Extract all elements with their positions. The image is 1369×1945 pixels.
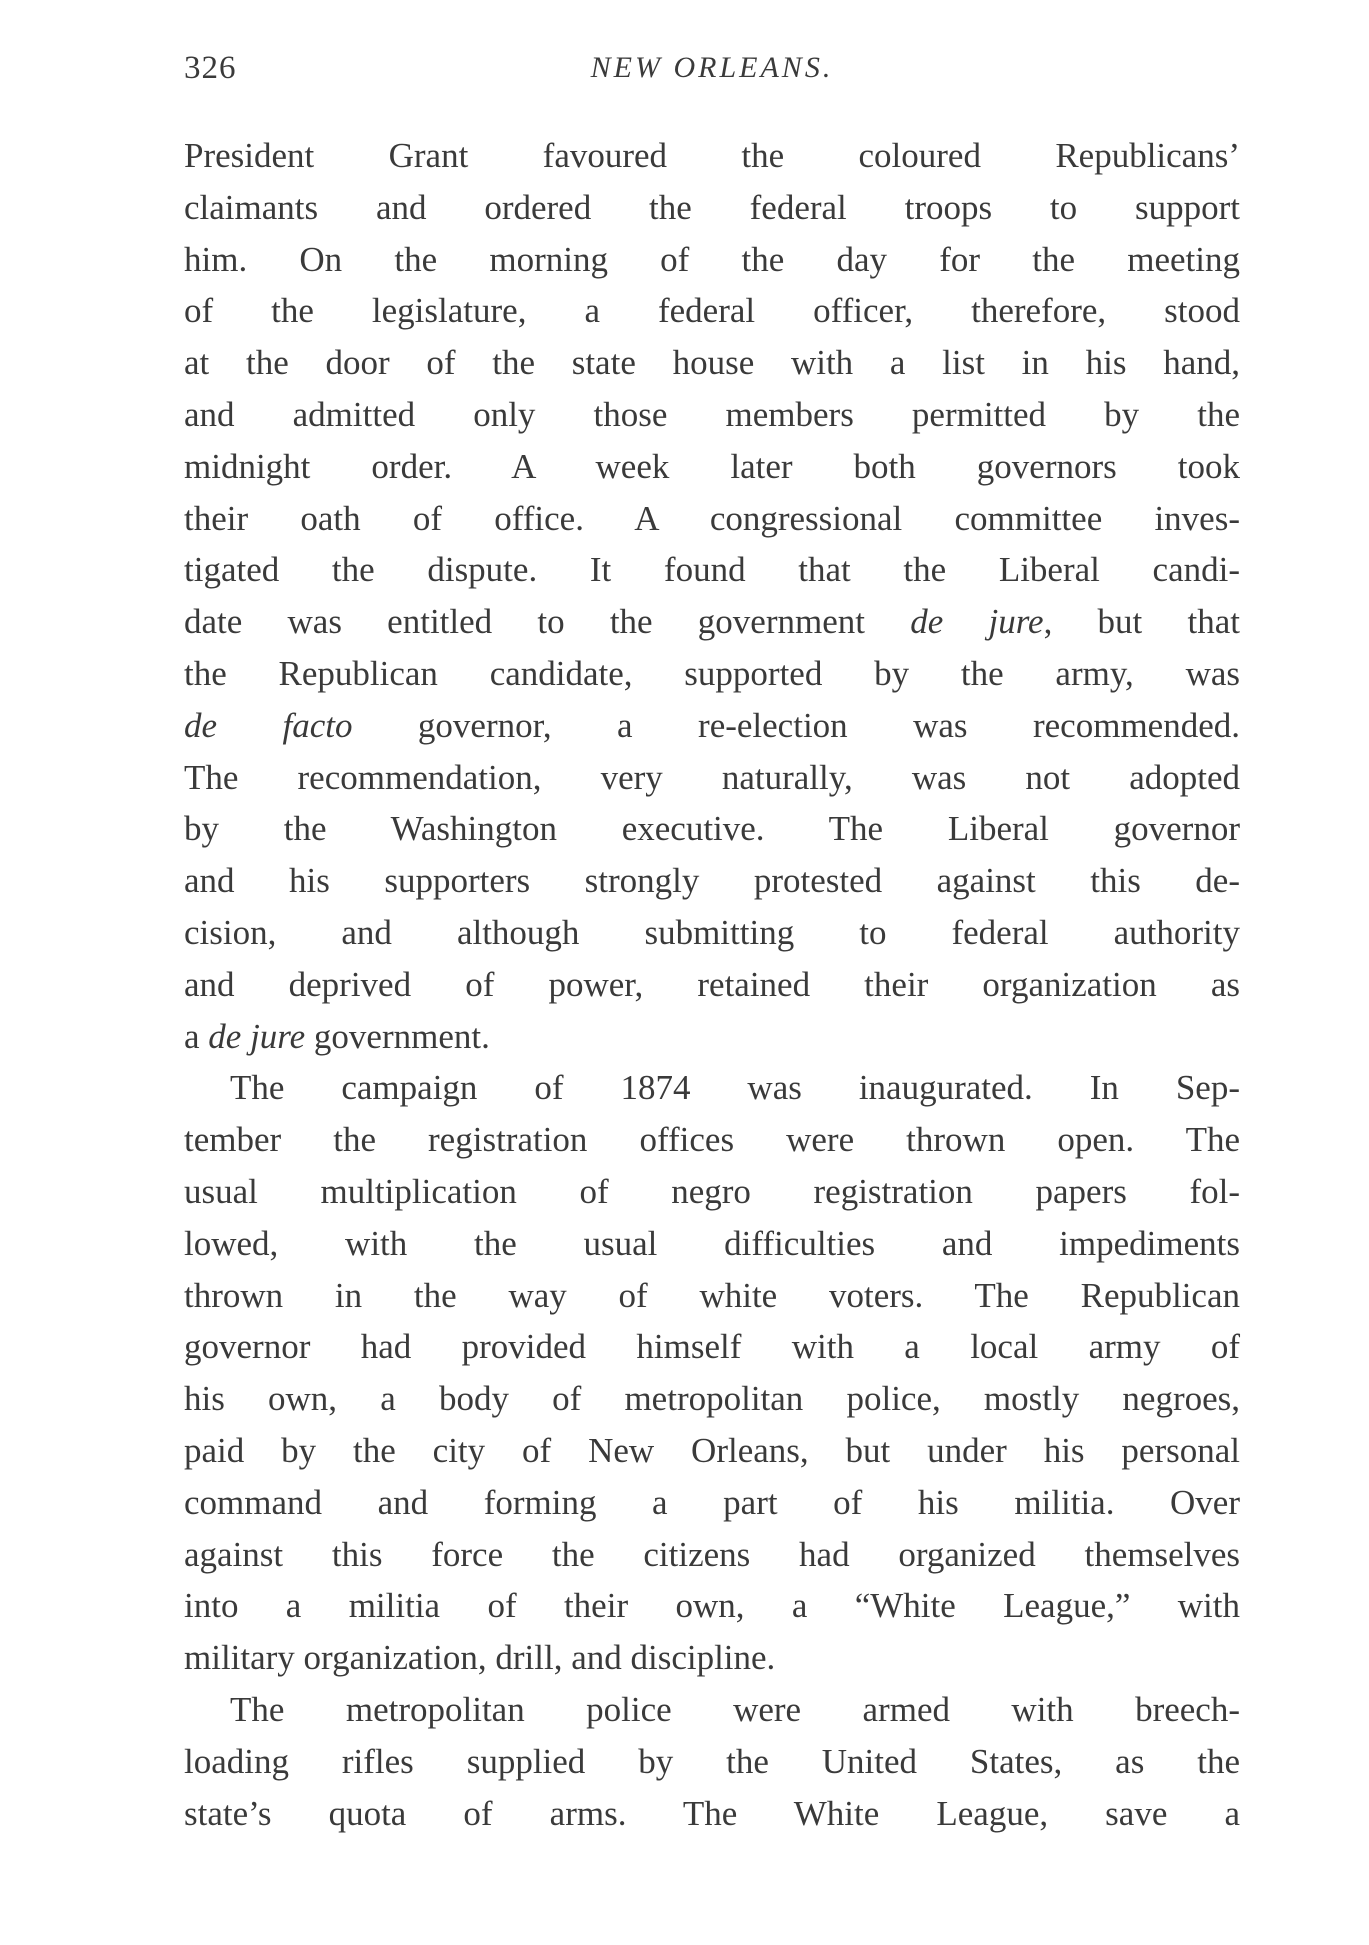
text-segment: of the legislature, a federal officer, therefore, stood bbox=[184, 291, 1240, 331]
text-segment: by the Washington executive. The Liberal governor bbox=[184, 809, 1240, 849]
text-segment: loading rifles supplied by the United States, as the bbox=[184, 1741, 1240, 1781]
text-line bbox=[184, 389, 1240, 441]
page-header bbox=[184, 48, 1240, 88]
text-segment: a bbox=[184, 1016, 209, 1056]
text-segment: date was entitled to the government bbox=[184, 602, 911, 642]
text-line bbox=[184, 803, 1240, 855]
text-segment: and deprived of power, retained their organization as bbox=[184, 964, 1240, 1004]
text-segment: The recommendation, very naturally, was not adopted bbox=[184, 757, 1240, 797]
text-segment: against this force the citizens had organized themselves bbox=[184, 1534, 1240, 1574]
text-segment: and his supporters strongly protested against this de- bbox=[184, 861, 1240, 901]
text-line bbox=[184, 1477, 1240, 1529]
text-line bbox=[184, 648, 1240, 700]
text-line bbox=[184, 1114, 1240, 1166]
text-segment: , but that bbox=[1043, 602, 1240, 642]
text-segment: his own, a body of metropolitan police, mostly negroes, bbox=[184, 1379, 1240, 1419]
text-line bbox=[184, 493, 1240, 545]
text-line bbox=[184, 1529, 1240, 1581]
text-segment: their oath of office. A congressional committee inves- bbox=[184, 498, 1240, 538]
italic-phrase: de jure bbox=[208, 1016, 306, 1056]
text-line bbox=[184, 1788, 1240, 1840]
text-segment: and admitted only those members permitted by the bbox=[184, 394, 1240, 434]
text-segment: government. bbox=[305, 1016, 490, 1056]
text-segment: midnight order. A week later both governors took bbox=[184, 446, 1240, 486]
text-line bbox=[184, 182, 1240, 234]
text-line bbox=[184, 1011, 1240, 1063]
text-segment: claimants and ordered the federal troops to support bbox=[184, 187, 1240, 227]
page-number: 326 bbox=[184, 50, 237, 86]
text-line bbox=[184, 441, 1240, 493]
text-line bbox=[184, 1062, 1240, 1114]
text-segment: thrown in the way of white voters. The Republican bbox=[184, 1275, 1240, 1315]
text-segment: cision, and although submitting to federal authority bbox=[184, 912, 1240, 952]
text-segment: tigated the dispute. It found that the Liberal candi- bbox=[184, 550, 1240, 590]
text-segment: paid by the city of New Orleans, but under his personal bbox=[184, 1430, 1240, 1470]
text-segment: him. On the morning of the day for the meeting bbox=[184, 239, 1240, 279]
italic-phrase: de jure bbox=[910, 602, 1044, 642]
running-head: NEW ORLEANS. bbox=[590, 51, 834, 84]
text-line bbox=[184, 234, 1240, 286]
text-line bbox=[184, 1218, 1240, 1270]
text-line bbox=[184, 1270, 1240, 1322]
text-line bbox=[184, 1580, 1240, 1632]
body-text bbox=[184, 130, 1240, 1839]
text-segment: command and forming a part of his militia. Over bbox=[184, 1482, 1240, 1522]
text-line bbox=[184, 855, 1240, 907]
text-line bbox=[184, 544, 1240, 596]
text-segment: usual multiplication of negro registration papers fol- bbox=[184, 1171, 1240, 1211]
text-line bbox=[184, 130, 1240, 182]
text-line bbox=[184, 752, 1240, 804]
text-segment: the Republican candidate, supported by the army, was bbox=[184, 653, 1240, 693]
text-line bbox=[184, 959, 1240, 1011]
text-segment: governor had provided himself with a local army of bbox=[184, 1327, 1240, 1367]
text-line bbox=[184, 337, 1240, 389]
text-line bbox=[184, 700, 1240, 752]
text-line bbox=[184, 1373, 1240, 1425]
text-segment: governor, a re-election was recommended. bbox=[352, 705, 1240, 745]
text-segment: into a militia of their own, a “White League,” with bbox=[184, 1586, 1240, 1626]
text-line bbox=[184, 1166, 1240, 1218]
text-line bbox=[184, 1321, 1240, 1373]
text-line bbox=[184, 1684, 1240, 1736]
text-segment: state’s quota of arms. The White League, save a bbox=[184, 1793, 1240, 1833]
text-segment: tember the registration offices were thrown open. The bbox=[184, 1120, 1240, 1160]
text-segment: military organization, drill, and discipline. bbox=[184, 1638, 776, 1678]
text-line bbox=[184, 596, 1240, 648]
text-segment: President Grant favoured the coloured Republicans’ bbox=[184, 136, 1240, 175]
text-line bbox=[184, 1425, 1240, 1477]
text-line bbox=[184, 1736, 1240, 1788]
text-line bbox=[184, 285, 1240, 337]
text-segment: lowed, with the usual difficulties and impediments bbox=[184, 1223, 1240, 1263]
text-line bbox=[184, 1632, 1240, 1684]
text-segment: The campaign of 1874 was inaugurated. In Sep- bbox=[230, 1068, 1240, 1108]
text-line bbox=[184, 907, 1240, 959]
text-segment: at the door of the state house with a list in his hand, bbox=[184, 343, 1240, 383]
text-segment: The metropolitan police were armed with breech- bbox=[230, 1689, 1240, 1729]
italic-phrase: de facto bbox=[184, 705, 353, 745]
